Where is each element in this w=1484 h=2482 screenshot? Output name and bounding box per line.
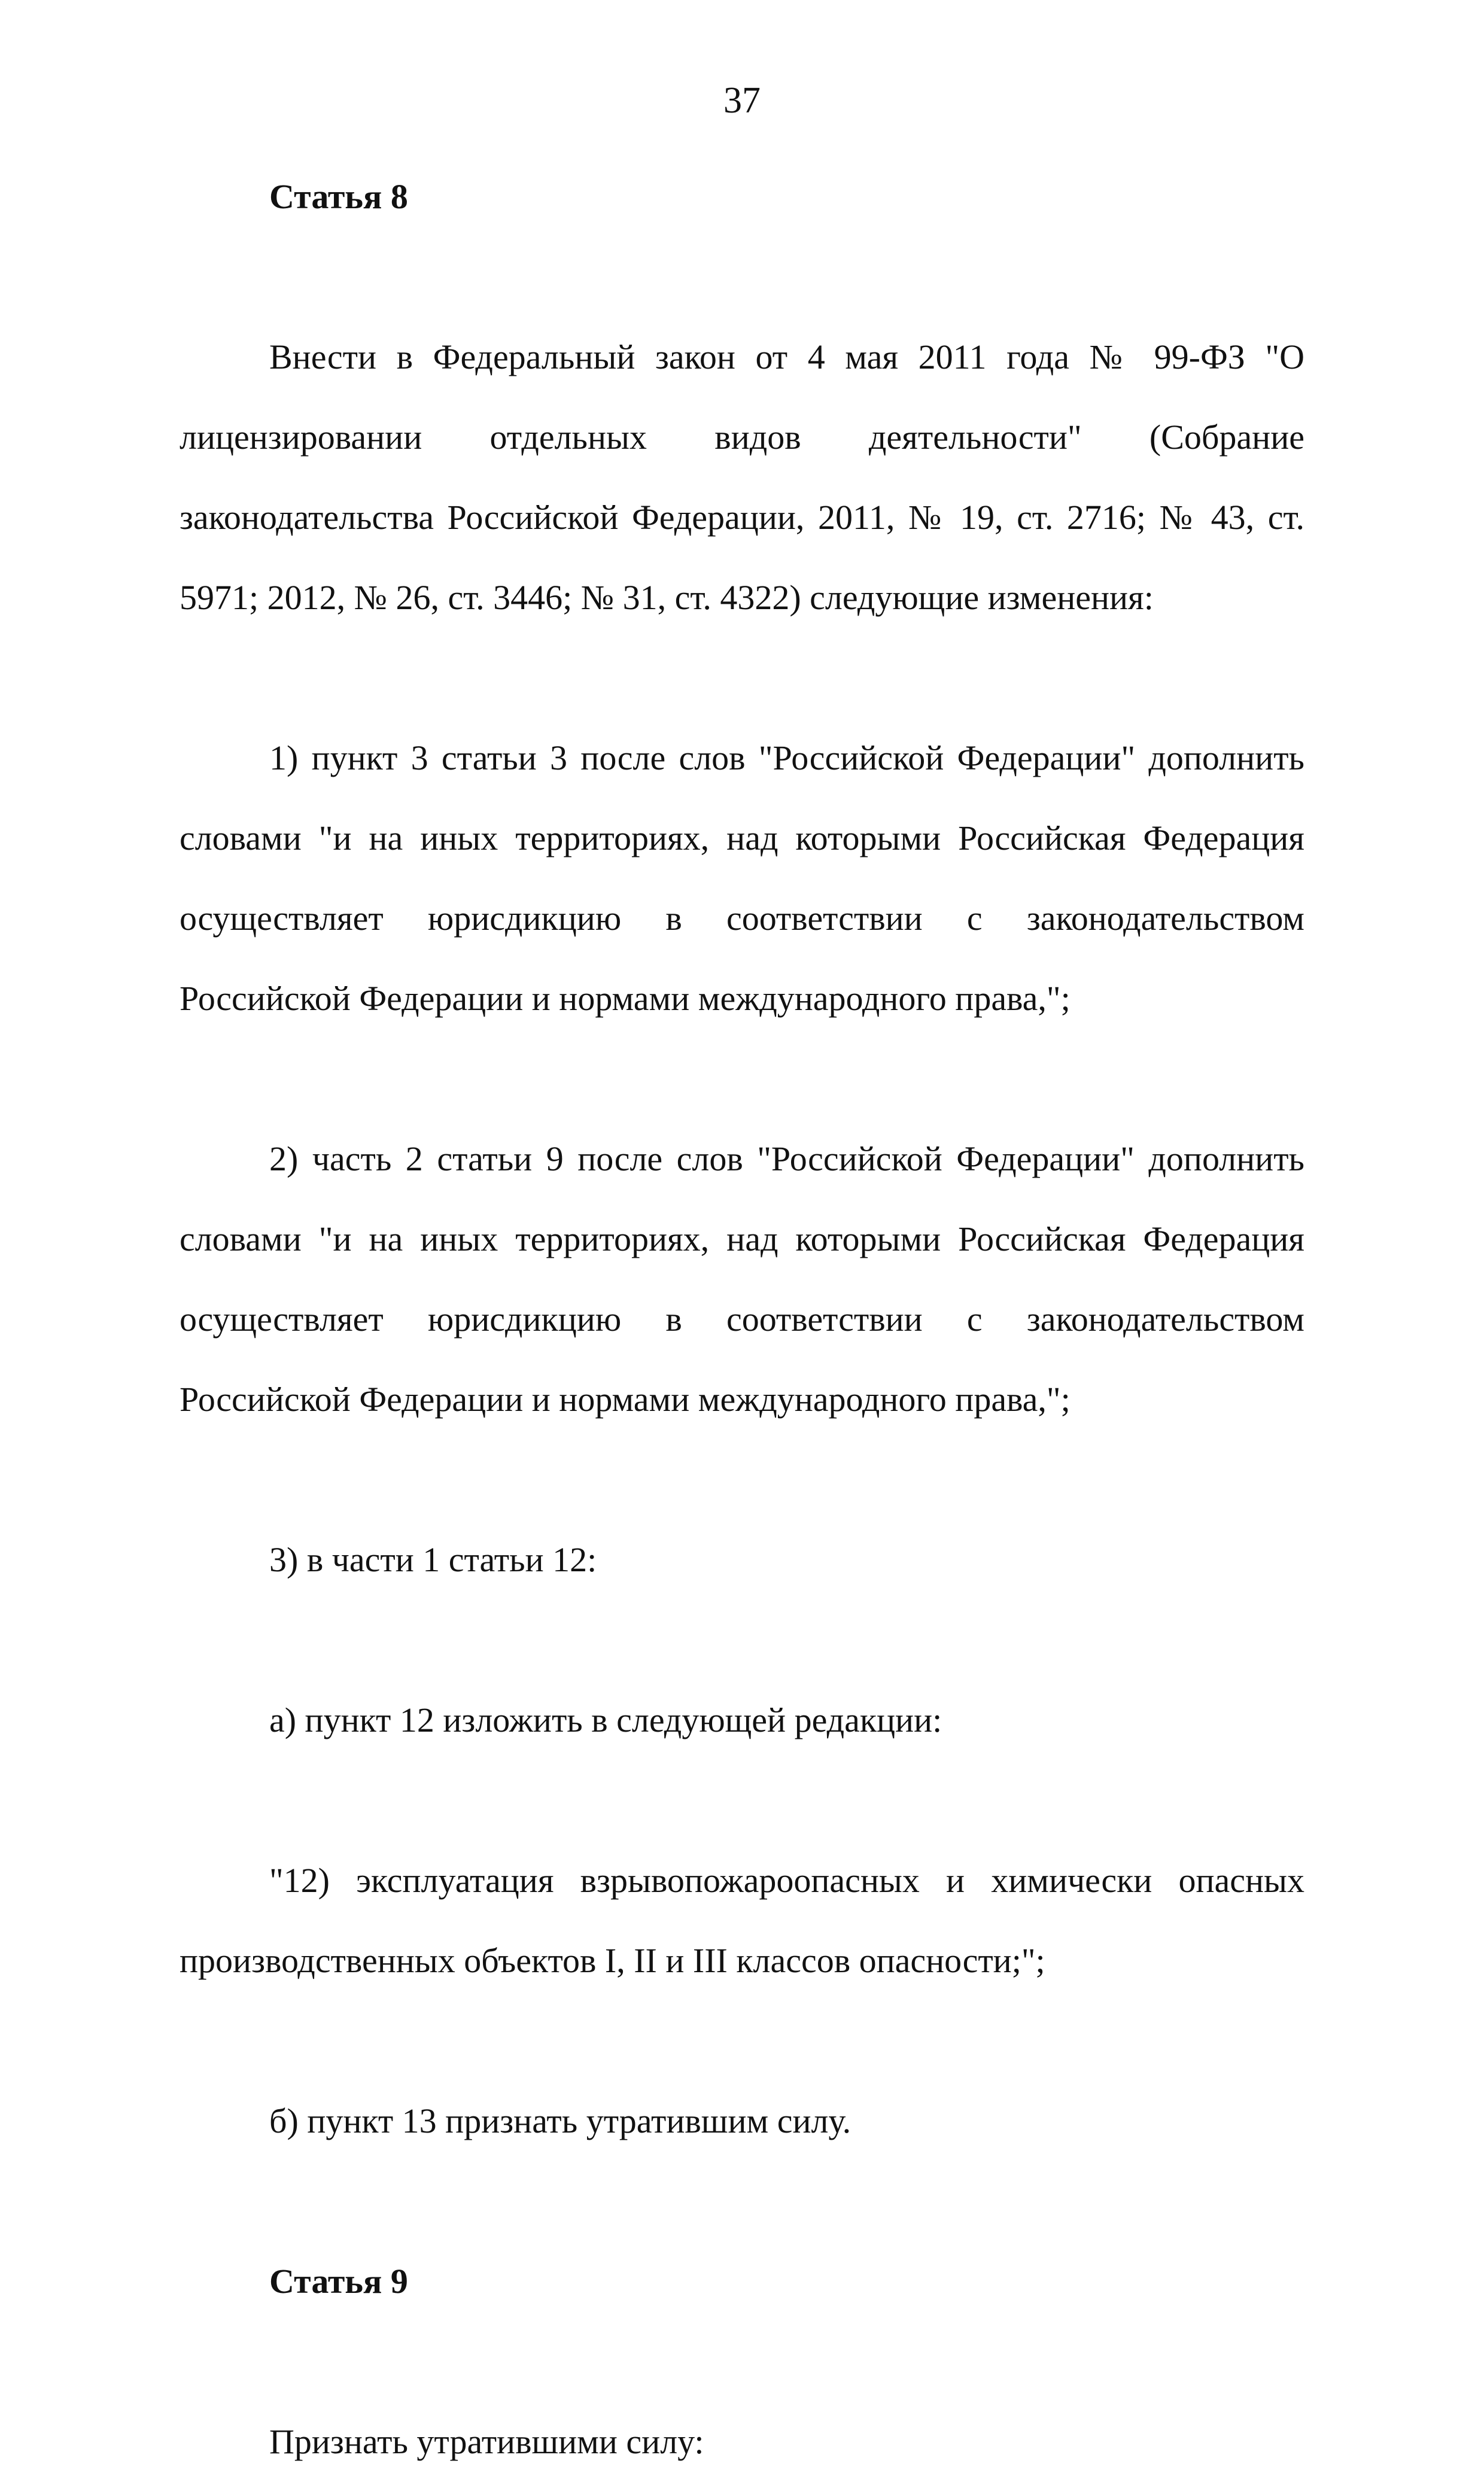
article-8-intro: Внести в Федеральный закон от 4 мая 2011 года № 99-ФЗ "О лицензировании отдельных видов деятельности" (Собрание законодательства Российской Федерации, 2011, № 19, ст. 2716; № 43, ст. 5971; 2012, № 26, ст. 3446; № 31, ст. 4322) следующие изменения: bbox=[180, 337, 1304, 617]
spacer bbox=[180, 1039, 1304, 1119]
article-8-item-2: 2) часть 2 статьи 9 после слов "Российской Федерации" дополнить словами "и на иных территориях, над которыми Российская Федерация осуществляет юрисдикцию в соответствии с законодательством Российской Федерации и нормами международного права,"; bbox=[180, 1139, 1304, 1419]
article-9-intro: Признать утратившими силу: bbox=[269, 2422, 704, 2461]
spacer bbox=[180, 2161, 1304, 2241]
article-8-item-1: 1) пункт 3 статьи 3 после слов "Российской Федерации" дополнить словами "и на иных территориях, над которыми Российская Федерация осуществляет юрисдикцию в соответствии с законодательством Российской Федерации и нормами международного права,"; bbox=[180, 738, 1304, 1018]
spacer bbox=[180, 1440, 1304, 1520]
spacer bbox=[180, 237, 1304, 317]
article-8-item-3a-text: "12) эксплуатация взрывопожароопасных и химически опасных производственных объектов I, II и III классов опасности;"; bbox=[180, 1861, 1304, 1980]
article-8-item-3: 3) в части 1 статьи 12: bbox=[269, 1540, 597, 1579]
document-body bbox=[180, 157, 1304, 2482]
page-number: 37 bbox=[723, 80, 761, 121]
spacer bbox=[180, 638, 1304, 718]
article-8-heading: Статья 8 bbox=[269, 177, 408, 216]
article-9-heading: Статья 9 bbox=[269, 2262, 408, 2301]
article-8-item-3a: а) пункт 12 изложить в следующей редакции: bbox=[269, 1701, 942, 1739]
spacer bbox=[180, 2322, 1304, 2402]
article-8-item-3b: б) пункт 13 признать утратившим силу. bbox=[269, 2101, 852, 2140]
spacer bbox=[180, 2001, 1304, 2081]
spacer bbox=[180, 1600, 1304, 1680]
spacer bbox=[180, 1760, 1304, 1841]
